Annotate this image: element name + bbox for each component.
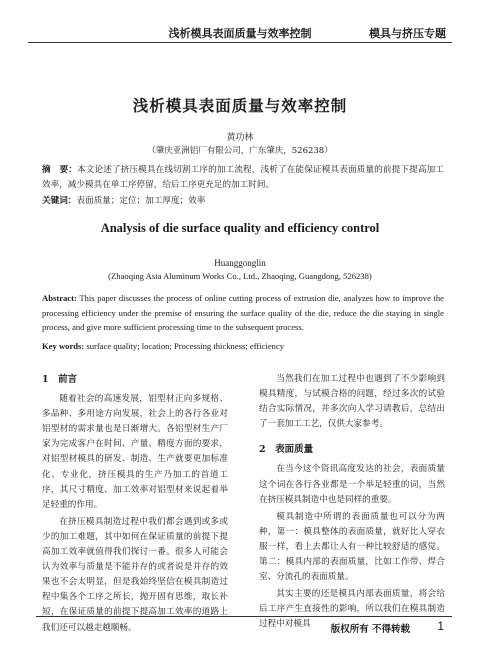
copyright-notice: 版权所有 不得转载 <box>330 624 410 635</box>
author-cn: 黄功林 <box>226 133 254 143</box>
abstract-cn <box>42 163 444 192</box>
paragraph: 其实主要的还是模具内部表面质量，将会给后工序产生直接性的影响，所以我们在模具制造过程中对模具 <box>259 589 445 630</box>
keywords-text-cn: 表面质量；定位；加工厚度；效率 <box>76 196 206 206</box>
abstract-label-cn: 摘 要： <box>42 165 77 175</box>
author-en: Huanggonglin <box>214 258 266 268</box>
keywords-en <box>42 339 444 353</box>
paragraph: 模具制造中所谓的表面质量也可以分为两种，第一：模具整体的表面质量，就好比人穿衣服一样，看上去都让人有一种比较舒适的感觉。第二：模具内部的表面质量，比如工作带、焊合室、分流孔的表面质量。 <box>259 511 445 583</box>
footer-rule <box>36 616 452 617</box>
header-journal-title: 浅析模具表面质量与效率控制 <box>168 27 312 40</box>
header-section-name: 模具与挤压专题 <box>369 27 446 40</box>
body-column-left <box>42 372 228 636</box>
paper-title-en: Analysis of die surface quality and efficiency control <box>100 221 380 235</box>
running-header <box>28 22 452 43</box>
paper-title-cn: 浅析模具表面质量与效率控制 <box>132 96 348 115</box>
body-column-right <box>259 372 445 633</box>
page-number: 1 <box>437 619 444 633</box>
section-heading-surface-quality: 2 表面质量 <box>259 444 314 456</box>
affiliation-en: (Zhaoqing Asia Aluminum Works Co., Ltd., Zhaoqing, Guangdong, 526238) <box>108 271 372 281</box>
abstract-text-cn: 本文论述了挤压模具在线切割工序的加工流程，浅析了在能保证模具表面质量的前提下提高加工效率，减少模具在单工序停留，给后工序更充足的加工时间。 <box>42 165 444 190</box>
paragraph: 在当今这个资讯高度发达的社会，表面质量这个词在各行各业都是一个举足轻重的词，当然在挤压模具制造中也是同样的重要。 <box>259 464 445 505</box>
keywords-label-en: Key words: <box>42 341 85 351</box>
abstract-label-en: Abstract: <box>42 293 77 303</box>
paragraph: 随着社会的高速发展，铝型材正向多规格、多品种、多用途方向发展，社会上的各行各业对铝型材的需求量也是日渐增大。各铝型材生产厂家为完成客户在时间、产量、精度方面的要求，对铝型材模具的研发、制造、生产就要更加标准化、专业化，挤压模具的生产乃加工的首道工序，其尺寸精度、加工效率对铝型材来说起着举足轻重的作用。 <box>42 394 228 510</box>
abstract-en <box>42 291 444 335</box>
section-heading-intro: 1 前言 <box>42 374 78 385</box>
paragraph: 在挤压模具制造过程中我们都会遇到或多或少的加工难题，其中如何在保证质量的前提下提高加工效率就值得我们探讨一番。很多人可能会认为效率与质量是不能并存的或者说是并存的效果也不会太明显，但是我始终坚信在模具制造过程中集各个工序之所长，抛开固有思维，取长补短，在保证质量的前提下提高加工效率的道路上我们还可以越走越顺畅。 <box>42 516 228 633</box>
keywords-text-en: surface quality; location; Processing thickness; efficiency <box>86 341 285 351</box>
keywords-cn <box>42 194 444 208</box>
abstract-text-en: This paper discusses the process of online cutting process of extrusion die, analyzes how to improve the processing efficiency under the premise of ensuring the surface quality of the die, reduce the die staying in single process, and give more sufficient processing time to the subsequent process. <box>42 293 444 332</box>
affiliation-cn: （肇庆亚洲铝厂有限公司，广东肇庆，526238） <box>147 146 333 156</box>
keywords-label-cn: 关键词： <box>42 196 77 206</box>
paragraph: 当然我们在加工过程中也遇到了不少影响到模具精度，与试模合格的问题，经过多次的试验结合实际情况，并多次向人学习请教后，总结出了一套加工工艺，仅供大家参考。 <box>259 374 445 430</box>
